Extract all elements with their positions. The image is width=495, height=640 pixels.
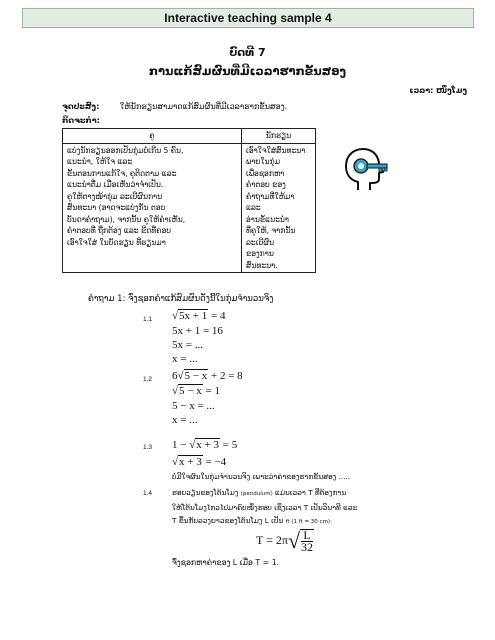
student-line: ເອົາໃຈໃສ່ສົນທະນາ [246,145,306,155]
table-row [63,143,316,273]
student-line: ແລະ [246,203,261,212]
student-line: ທີ່ຄູໃຫ້, ຈາກນັ້ນ [246,226,296,235]
radical: √x + 3 [189,439,219,451]
problem-line: ຮອບວຽນຂອງໂຕ້ນໂມງ (pendulum) ແມ່ນເວລາ T ທີ່ຕ້ອງການ [172,488,347,497]
teacher-line: ຄູໃຫ້ຕາງໜ້າກຸ່ມ ລະເບີຜົນການ [67,191,163,201]
student-line: ລະເບີຜົນ [246,237,274,247]
radical: √x + 3 [172,456,202,468]
teacher-line: ແບ່ງນັກຮຽນອອກເປັນກຸ່ມບໍ່ເກີນ 5 ຄົນ, [67,145,184,155]
student-line: ພາຍໃນກຸ່ມ [246,157,281,166]
teacher-line: ຂັ້ນຕອນການແກ້ໃຈ, ຄູຕິດຕາມ ແລະ [67,168,177,178]
student-line: ເພື່ອຊອກຫາ [246,168,285,178]
equation-line: √x + 3 = −4 [172,456,227,468]
problem-line: T ຂຶ້ນກັບລວງຍາວຂອງໂຕ້ນໂມງ L ເປັນ ft (1 ft = 30 cm): [172,516,332,525]
activities-label: ກິດຈະກຳ: [62,116,100,125]
equation-line: 5x = ... [172,339,203,351]
teacher-line: ແນະນຳຕື່ມ ເມື່ອເຫັນວ່າຈຳເປັນ. [67,180,164,189]
activity-table [62,128,316,273]
teacher-column-header: ຄູ [63,129,242,144]
teacher-line: ສົນທະນາ (ອາດຈະແບ່ງກັນ ຕອບ [67,203,166,212]
objective-text: ໃຫ້ນັກຮຽນສາມາດແກ້ສົມຜົນທີ່ມີເວລາຮາກຂັ້ນສອງ. [119,102,288,111]
teacher-line: ບັນດາຄຳຖາມ), ຈາກນັ້ນ ຄູໃຫ້ຄຳເຫັນ, [67,214,186,224]
problem-line: ໃຫ້ໂຕ້ນໂມງໄກວໄປມາຄົບໜຶ່ງຮອບ ເຊິ່ງເວລາ T ເປັນວິນາທີ ແລະ [172,503,358,512]
equation-1-2 [172,368,243,427]
teacher-line: ແນະນຳ, ໃຫ້ໃຈ ແລະ [67,157,133,166]
lesson-time: ເວລາ: ໜຶ່ງໂມງ [409,86,467,95]
equation-1-1 [172,308,225,366]
equation-line: x = ... [172,353,198,365]
radical: √5x + 1 [172,310,208,322]
student-line: ອ່ານຂໍ້ແນະນຳ [246,214,289,224]
student-line: ສົນທະນາ. [246,260,278,270]
radical: √5 − x [172,385,202,397]
radical: √ $\frac{L}{32}$ [287,528,314,554]
student-cell [242,143,316,273]
pendulum-formula: T = 2π√ $\frac{L}{32}$ [256,528,314,554]
student-column-header: ນັກຮຽນ [242,129,316,144]
equation-line: 6√5 − x + 2 = 8 [172,370,243,382]
equation-1-3 [172,436,237,470]
head-with-key-icon [338,146,390,192]
lesson-number: ບົດທີ 7 [229,46,266,59]
equation-line: √5 − x = 1 [172,385,220,397]
objective [62,102,287,111]
equation-line: 1 − √x + 3 = 5 [172,436,237,454]
table-header-row [63,129,316,144]
student-line: ຄຳຖາມທີ່ໃຫ້ມາ [246,191,295,201]
note-1-3: ບໍ່ມີໃຈຜົນໃນກຸ່ມຈຳນວນຈິງ ເພາະວ່າຄ່າຂອງຮາກຂັ້ນສອງ ..... [172,472,351,481]
item-number: 1.3 [143,444,153,451]
problem-1-4 [172,486,357,529]
document-title-bar [22,8,474,28]
question-label: ຄຳຖາມ 1: [88,294,126,304]
equation-line: 5 − x = ... [172,400,215,412]
teacher-line: ເອົາໃຈໃສ່ ໃນບັດຮຽນ ທີ່ຮຽນມາ [67,237,166,247]
item-number: 1.4 [143,490,153,497]
document-title: Interactive teaching sample 4 [164,11,332,25]
radical: √5 − x [177,370,208,382]
question-text: ຈົ່ງຊອກຄຳແກ້ສົມຜົນດັ່ງນີ້ໃນກຸ່ມຈຳນວນຈິງ [128,294,274,304]
teacher-cell [63,143,242,273]
item-number: 1.2 [143,376,153,383]
lesson-title: ການແກ້ສົມຜົນທີ່ມີເວລາຮາກຂັ້ນສອງ [148,64,347,78]
question-1 [88,294,273,304]
equation-line: 5x + 1 = 16 [172,325,223,337]
student-line: ຄຳຕອບ ຂອງ [246,180,286,189]
teacher-line: ຄຳຕອບທີ່ ຖືກຕ້ອງ ແລະ ຂີດທີ່ຄອບ [67,226,172,235]
equation-line: x = ... [172,414,198,426]
equation-line: √5x + 1 = 4 [172,310,226,322]
question-1-4-ask: ຈົ່ງຊອກຫາຄ່າຂອງ L ເມື່ອ T = 1. [172,558,280,567]
student-line: ຂອງການ [246,249,274,258]
objective-label: ຈຸດປະສົງ: [62,102,100,111]
item-number: 1.1 [143,316,153,323]
